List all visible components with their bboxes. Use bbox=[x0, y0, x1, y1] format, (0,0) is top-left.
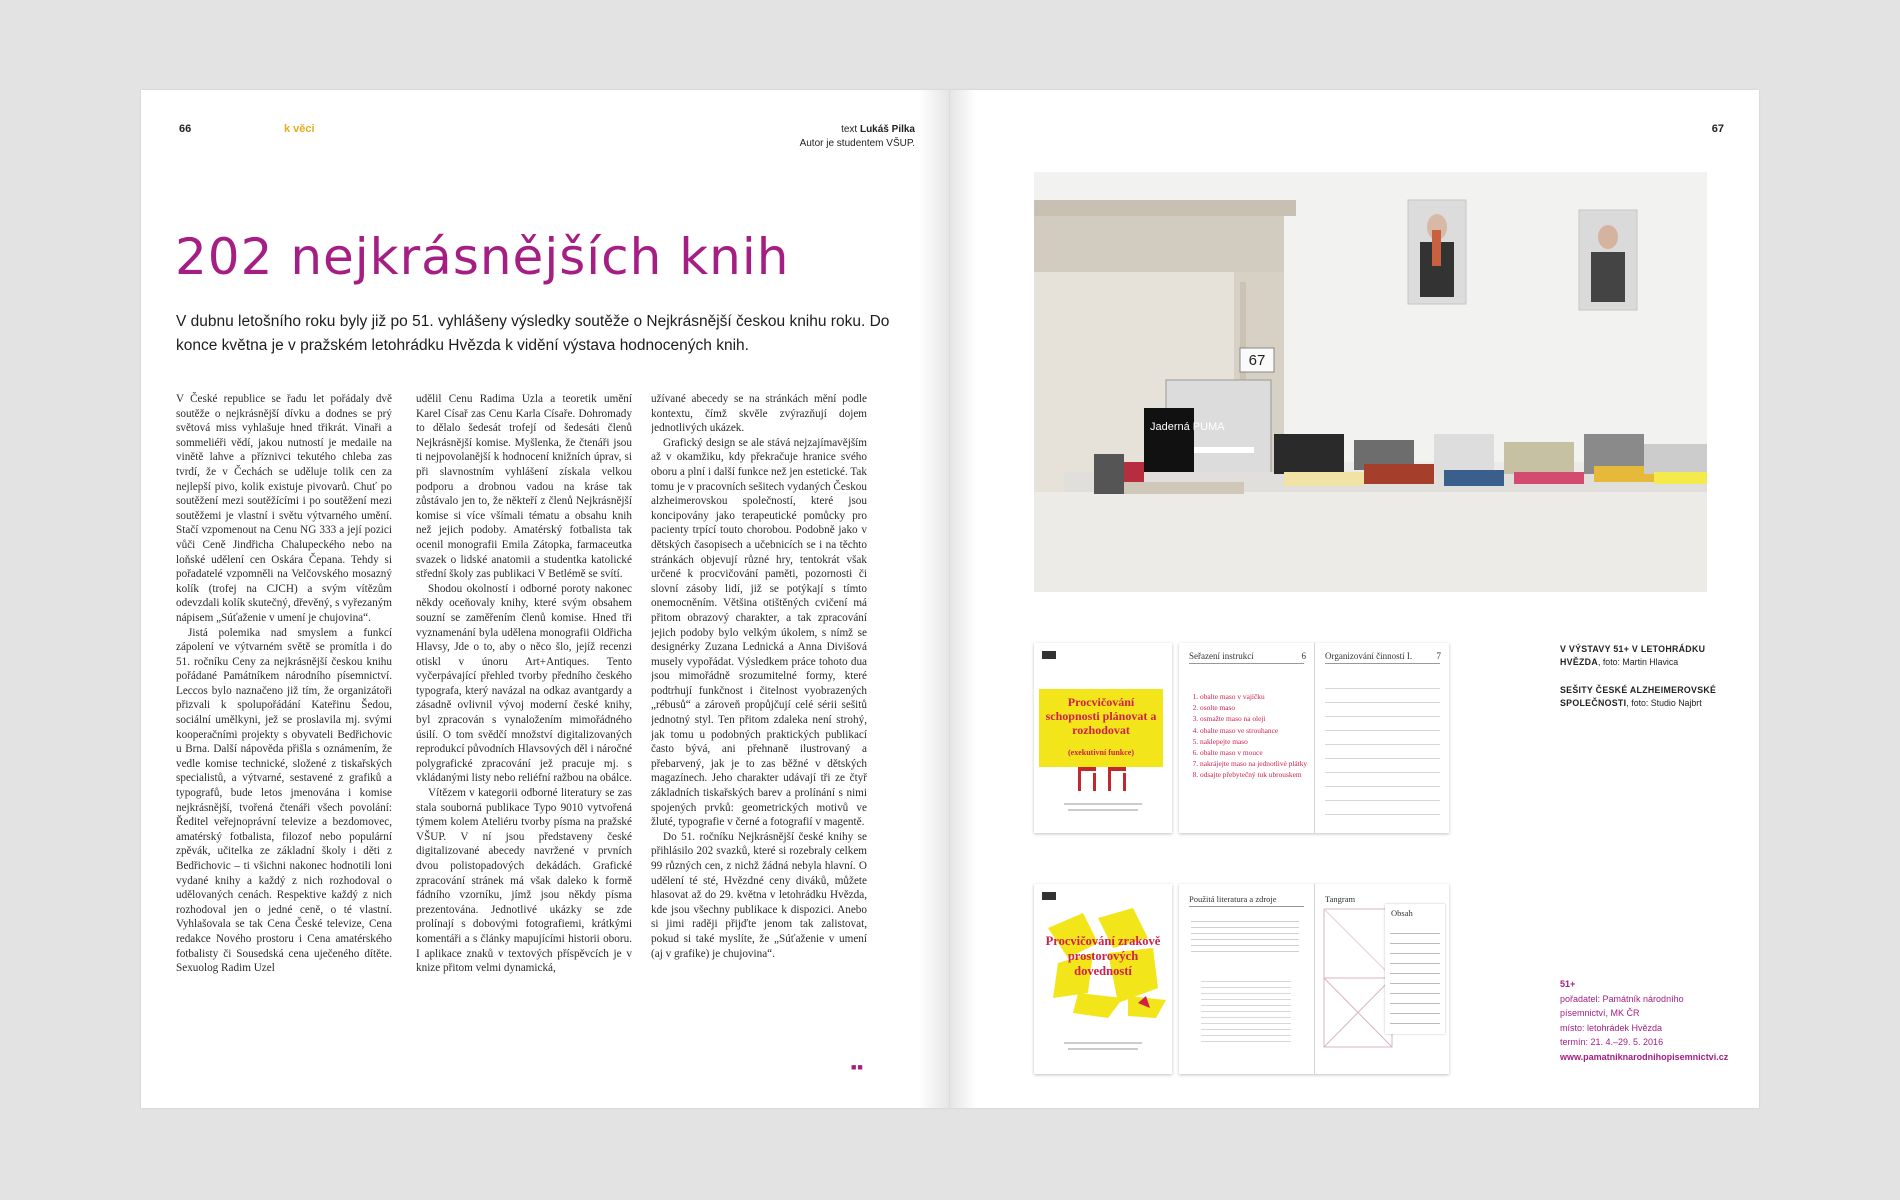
booklet-2-spread bbox=[1179, 884, 1449, 1074]
paragraph: Do 51. ročníku Nejkrásnější české knihy se přihlásilo 202 svazků, které si rozebraly celkem 99 různých cen, z nichž žádná nebyla hlavní. O udělení té sté, Hvězdné ceny diváků, můžete hlasovat až do 29. května v letohrádku Hvězda, kde jsou všechny publikace k dispozici. Anebo si jimi raději přijďte jenom tak zalistovat, pokud si také myslíte, že „Súťaženie v umení (aj v grafike) je chujovina“. bbox=[651, 830, 867, 960]
spread-page-title: Použitá literatura a zdroje bbox=[1189, 894, 1277, 904]
cover-text-line bbox=[1064, 803, 1142, 805]
spread-page-number: 7 bbox=[1436, 651, 1441, 661]
paragraph: Vítězem v kategorii odborné literatury se zas stala souborná publikace Typo 9010 vytvořená týmem kolem Ateliéru tvorby písma na pražské VŠUP. V ní jsou představeny české digitalizované abecedy navržené v prvních dvou polistopadových dekádách. Grafické zpracování stránek má však daleko k formě fádního vzorníku, jímž jsou někdy písma prezentována. Jednotlivé ukázky se zde prolínají s dobovými fotografiemi, krátkými komentáři a s články mapujícími historii oboru. I aplikace znaků v textových příspěvcích je v knize přitom velmi dynamická, bbox=[416, 787, 632, 975]
author-block bbox=[800, 123, 915, 151]
author-note: Autor je studentem VŠUP. bbox=[799, 138, 915, 149]
page-number-right: 67 bbox=[1711, 123, 1724, 135]
caption-2-title: SEŠITY ČESKÉ ALZHEIMEROVSKÉ SPOLEČNOSTI bbox=[1560, 685, 1717, 708]
info-date: termín: 21. 4.–29. 5. 2016 bbox=[1560, 1037, 1664, 1047]
toc-lines bbox=[1390, 924, 1440, 1028]
instruction-item: 1. obalte maso v vajíčku bbox=[1200, 691, 1307, 702]
text-column-2 bbox=[416, 392, 632, 1078]
caption-1-title: V VÝSTAVY 51+ V LETOHRÁDKU HVĚZDA bbox=[1560, 644, 1706, 667]
exhibition-photo bbox=[1034, 172, 1707, 592]
instruction-item: 6. obalte maso v mouce bbox=[1200, 747, 1307, 758]
paragraph: Jistá polemika nad smyslem a funkcí zápolení ve výtvarném světě se promítla i do 51. ročníku Ceny za nejkrásnější českou knihu pořádané Památníkem národního písemnictví. Leccos bylo naznačeno již tím, že organizátoři přizvali k spolupořádání Kateřinu Šedou, sociální umělkyni, jež se proslavila mj. svými kooperačními projekty s obyvateli Bedřichovic u Brna. Další nápověda přišla s oznámením, že vedle komise technické, složené z tiskařských specialistů, a výtvarné, sestavené z grafiků a typografů, bude letos jmenována i komise nejkrásnější, tvořená čtenáři všech povolání: Ředitel veřejnoprávní televize a bezdomovec, amatérský fotbalista, filozof nebo populární zpěvák, učitelka ze základní školy i děti z Bedřichovic – ti všichni nakonec hodnotili loni vydané knihy a každý z nich rozhodoval o udělovaných cenách. Respektive každý z nich rozhodoval jen o jedné ceně, o té vlastní. Vyhlašovala se tak Cena České televize, Cena redakce Nového prostoru i Cena amatérského fotbalisty či Sousedská cena uječeného dítěte. Sexuolog Radim Uzel bbox=[176, 626, 392, 975]
paragraph: Shodou okolností i odborné poroty nakonec někdy oceňovaly knihy, které svým obsahem souzní se zaměřením členů komise. Hned tři vyznamenání byla udělena monografii Oldřicha Hlavsy, Jde o to, aby o něco šlo, jejíž recenzi otiskl v únoru Art+Antiques. Tento vyčerpávající přehled tvorby předního českého typografa, který navázal na odkaz avantgardy a zásadně ovlivnil vývoj moderní české knihy, byl zpracován s vynaložením mimořádného úsilí. O tom svědčí množství digitalizovaných reprodukcí původních Hlavsových děl i náročné polygrafické zpracování jež pracuje mj. s vkládanými listy nebo reliéfní ražbou na obálce. bbox=[416, 582, 632, 785]
info-url[interactable]: www.pamatniknarodnihopisemnictvi.cz bbox=[1560, 1051, 1729, 1062]
instruction-item: 8. odsajte přebytečný tuk ubrouskem bbox=[1200, 769, 1307, 780]
booklet-1-spread bbox=[1179, 643, 1449, 833]
spread-page-title: Tangram bbox=[1325, 894, 1356, 904]
spread-left-page bbox=[1179, 884, 1314, 1074]
instruction-item: 2. osolte maso bbox=[1200, 702, 1307, 713]
gutter-shadow bbox=[950, 90, 976, 1108]
photo-book-title: Jaderná PUMA bbox=[1150, 421, 1225, 433]
gutter-shadow bbox=[918, 90, 950, 1108]
section-label: k věci bbox=[284, 123, 315, 135]
photo-captions bbox=[1560, 643, 1730, 725]
rule bbox=[1325, 663, 1440, 664]
paragraph: V České republice se řadu let pořádaly dvě soutěže o nejkrásnější dívku a dodnes se prý světová miss vyhlašuje hned třikrát. Vinaři a sommeliéři vědí, jakou nutností je medaile na vinětě lahve a příznivci tekutého chleba zas tvrdí, že v Čechách se uděluje tolik cen za nejlepší pivo, kolik existuje pivovarů. Chuť po soutěžení mezi soutěžícími i po soutěžení mezi soutěžemi je vlastní i světu výtvarného umění. Stačí vzpomenout na Cenu NG 333 a její pozici vůči Ceně Jindřicha Chalupeckého nebo na loňské udělení cen Oskára Čepana. Tehdy si pořadatelé vzpomněli na Velčovského mosazný kolík (trofej na CJCH) a svým vítězům odevzdali kolík skutečný, dřevěný, s vyřezaným nápisem „Súťaženie v umení je chujovina“. bbox=[176, 393, 392, 624]
rule bbox=[1189, 906, 1304, 907]
chairs-icon bbox=[1074, 767, 1134, 791]
publisher-logo-icon bbox=[1042, 892, 1056, 900]
spread-left-page bbox=[1179, 643, 1314, 833]
cover-text-line bbox=[1068, 1048, 1138, 1050]
cover-title: Procvičování zrakově prostorových dovedností bbox=[1045, 934, 1161, 978]
article-title: 202 nejkrásnějších knih bbox=[175, 228, 790, 286]
left-page bbox=[141, 90, 950, 1108]
cover-subtitle: (exekutivní funkce) bbox=[1068, 748, 1134, 757]
publisher-logo-icon bbox=[1042, 651, 1056, 659]
instruction-item: 5. naklepejte maso bbox=[1200, 736, 1307, 747]
cover-text-line bbox=[1064, 1042, 1142, 1044]
tangram-grid-icon bbox=[1323, 908, 1393, 1048]
info-organizer: pořadatel: Památník národního písemnictví, MK ČR bbox=[1560, 993, 1684, 1018]
writing-lines bbox=[1325, 675, 1440, 825]
reference-lines bbox=[1201, 976, 1291, 1046]
booklet-1-cover bbox=[1034, 643, 1172, 833]
text-column-1 bbox=[176, 392, 392, 1078]
author-prefix: text bbox=[841, 124, 858, 135]
exhibition-photo-illustration bbox=[1034, 172, 1707, 592]
toc-title: Obsah bbox=[1391, 908, 1413, 918]
article-end-mark: ■■ bbox=[851, 1062, 864, 1072]
paragraph: udělil Cenu Radima Uzla a teoretik umění Karel Císař zas Cenu Karla Císaře. Dohromady to dělalo šedesát trofejí od šedesáti členů Nejkrásnější komise. Myšlenka, že čtenáři jsou ti nejpovolanější k hodnocení knižních úprav, si při slavnostním vyhlášení získala velkou podporu a drobnou vadou na kráse tak zůstávalo jen to, že někteří z členů Nejkrásnější komise si více všímali tématu a obsahu knih než jejich podoby. Amatérský fotbalista tak ocenil monografii Emila Zátopka, farmaceutka svazek o lidské anatomii a studentka katolické střední školy zas publikaci V Betlémě se svítí. bbox=[416, 393, 632, 581]
right-page bbox=[950, 90, 1759, 1108]
spread-page-title: Organizování činností I. bbox=[1325, 651, 1413, 661]
instruction-item: 4. obalte maso ve strouhance bbox=[1200, 725, 1307, 736]
page-number-left: 66 bbox=[179, 123, 192, 135]
table-of-contents-card bbox=[1385, 904, 1445, 1034]
paragraph: Grafický design se ale stává nejzajímavějším až v okamžiku, kdy překračuje hranice svého oboru a plní i další funkce než jen estetické. Tak tomu je v pracovních sešitech vydaných Českou alzheimerovskou společností, které jsou koncipovány jako terapeutické pomůcky pro pacienty trpící touto chorobou. Podobně jako v dětských časopisech a učebnicích se i na těchto stránkách objevují různé hry, tentokrát však určené k procvičování paměti, pozornosti či slovní zásoby lidí, již se potýkají s tímto onemocněním. Většina otištěných cvičení má přitom obrazový charakter, a tak zpracování jejich podoby bylo velkým úkolem, s nímž se designérky Zuzana Lednická a Anna Divišová musely vypořádat. Výsledkem práce tohoto dua jsou mimořádně srozumitelné formy, které podtrhují funkčnost i čitelnost vyobrazených „rébusů“ a zároveň propůjčují celé sérii sešitů jednotný styl. Ten přitom zdaleka není strohý, jak tomu u podobných praktických publikací často bývá, ani přehnaně ilustrovaný a přebarvený, jak je to zas běžné v dětských magazínech. Jeho charakter udávají tři ze čtyř základních tiskařských barev a prolínání s nimi spojených prvků: geometrických motivů ve žluté, typografie v černé a fotografií v magentě. bbox=[651, 436, 867, 829]
info-place: místo: letohrádek Hvězda bbox=[1560, 1022, 1663, 1033]
cover-title: Procvičování schopnosti plánovat a rozhodovat bbox=[1045, 695, 1157, 737]
instruction-item: 7. nakrájejte maso na jednotlivé plátky bbox=[1200, 758, 1307, 769]
cover-text-line bbox=[1068, 809, 1138, 811]
text-column-3 bbox=[651, 392, 867, 1078]
instruction-list bbox=[1189, 691, 1307, 781]
author-name: Lukáš Pilka bbox=[859, 124, 915, 135]
spread-page-title: Seřazení instrukcí bbox=[1189, 651, 1254, 661]
spread-page-number: 6 bbox=[1301, 651, 1306, 661]
caption-1-credit: , foto: Martin Hlavica bbox=[1597, 657, 1679, 667]
paragraph: užívané abecedy se na stránkách mění podle kontextu, čímž skvěle zvýrazňují dojem jednotlivých ukázek. bbox=[651, 393, 867, 435]
spread-right-page bbox=[1315, 643, 1449, 833]
booklet-2-cover bbox=[1034, 884, 1172, 1074]
info-title: 51+ bbox=[1560, 979, 1576, 989]
caption-2-credit: , foto: Studio Najbrt bbox=[1626, 698, 1702, 708]
article-lead: V dubnu letošního roku byly již po 51. vyhlášeny výsledky soutěže o Nejkrásnější českou knihu roku. Do konce května je v pražském letohrádku Hvězda k vidění výstava hodnocených knih. bbox=[176, 313, 890, 354]
rule bbox=[1189, 663, 1304, 664]
photo-number-card: 67 bbox=[1248, 352, 1266, 369]
instruction-item: 3. osmažte maso na oleji bbox=[1200, 713, 1307, 724]
exhibition-info bbox=[1560, 977, 1730, 1064]
reference-lines bbox=[1191, 916, 1299, 956]
